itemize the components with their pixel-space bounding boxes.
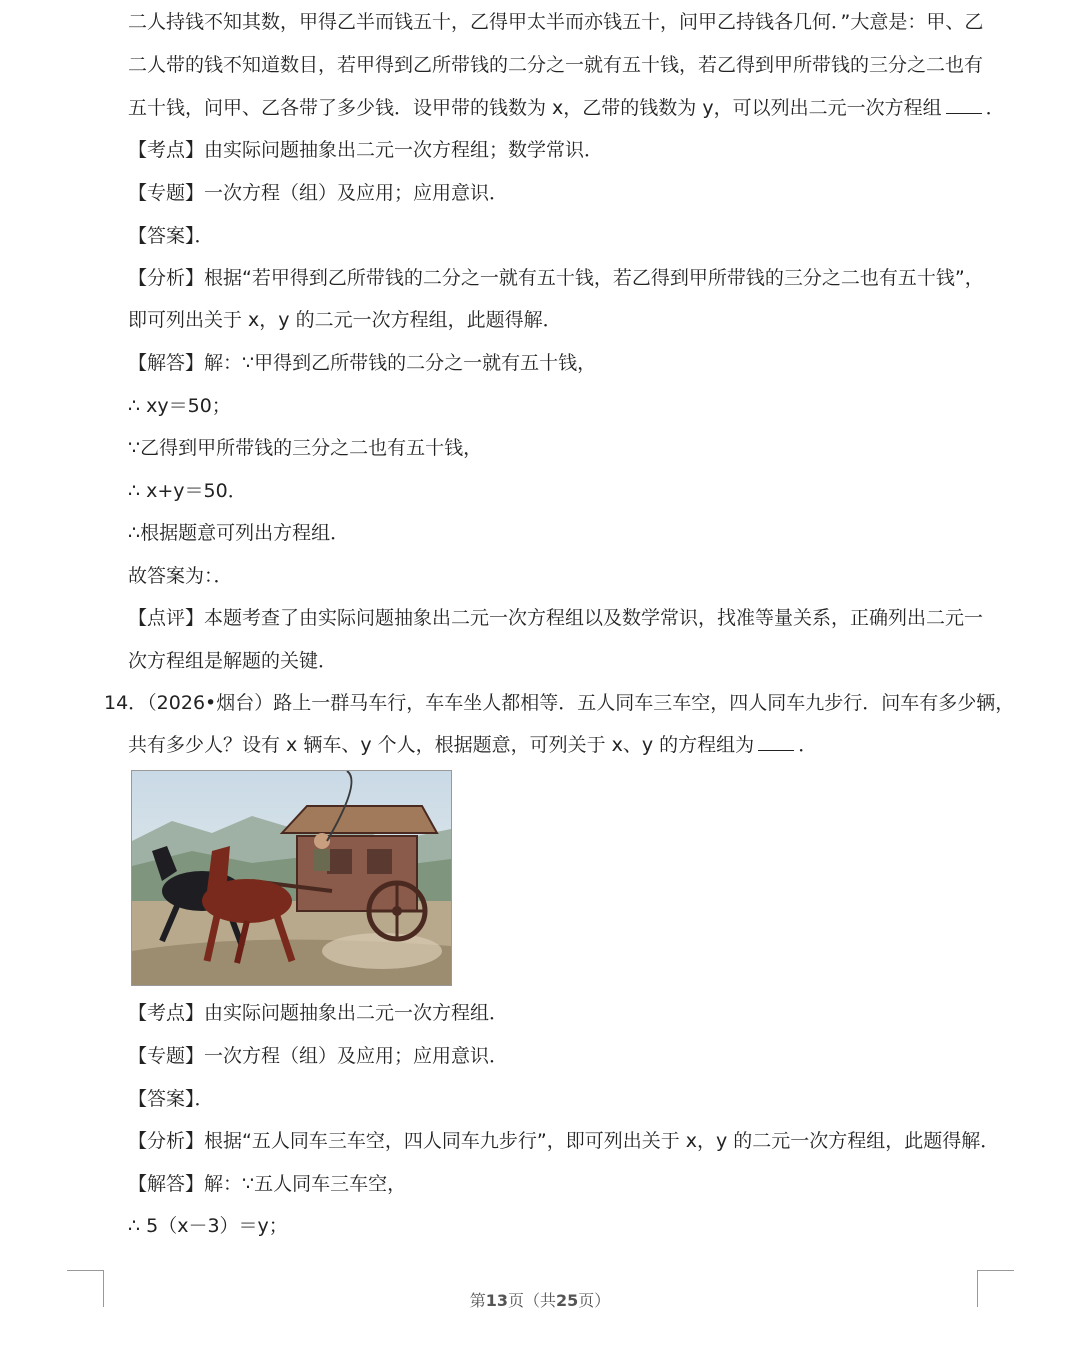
solution-line-1: 【解答】解：∵甲得到乙所带钱的二分之一就有五十钱，	[128, 352, 597, 374]
text-line-3-main: 五十钱，问甲、乙各带了多少钱．设甲带的钱数为 x，乙带的钱数为 y，可以列出二元一次方程组	[128, 97, 942, 119]
answer-blank-14	[758, 732, 794, 751]
question-14-line-1: 14．（2026•烟台）路上一群马车行，车车坐人都相等．五人同车三车空，四人同车九步行．问车有多少辆，	[104, 692, 1015, 714]
text-line-3-tail: ．	[985, 97, 1005, 119]
carriage-drawing	[132, 771, 451, 985]
footer-suffix: 页）	[578, 1291, 611, 1310]
solution-line-14-2: ∴ 5（x－3）＝y；	[128, 1215, 288, 1237]
zhuanti-label: 【专题】一次方程（组）及应用；应用意识．	[128, 182, 509, 204]
answer-label-14: 【答案】．	[128, 1088, 214, 1110]
final-answer: 故答案为：．	[128, 565, 233, 587]
solution-line-2: ∴ xy＝50；	[128, 395, 231, 417]
kaodian-label-14: 【考点】由实际问题抽象出二元一次方程组．	[128, 1002, 509, 1024]
footer-page-number: 13	[485, 1291, 508, 1310]
footer-total-pages: 25	[556, 1291, 579, 1310]
text-line-1: 二人持钱不知其数，甲得乙半而钱五十，乙得甲太半而亦钱五十，问甲乙持钱各几何．”大意是：甲、乙	[128, 11, 984, 33]
analysis-line-2: 即可列出关于 x，y 的二元一次方程组，此题得解．	[128, 309, 562, 331]
question-14-line-2-main: 共有多少人？设有 x 辆车、y 个人，根据题意，可列关于 x、y 的方程组为	[128, 734, 755, 756]
horse-carriage-illustration	[131, 770, 452, 986]
zhuanti-label-14: 【专题】一次方程（组）及应用；应用意识．	[128, 1045, 509, 1067]
solution-line-14-1: 【解答】解：∵五人同车三车空，	[128, 1173, 407, 1195]
footer-mid: 页（共	[507, 1291, 556, 1310]
comment-line-1: 【点评】本题考查了由实际问题抽象出二元一次方程组以及数学常识，找准等量关系，正确列出二元一	[128, 607, 984, 629]
text-line-3	[128, 94, 1028, 122]
solution-line-3: ∵乙得到甲所带钱的三分之二也有五十钱，	[128, 437, 483, 459]
analysis-line-1: 【分析】根据“若甲得到乙所带钱的二分之一就有五十钱，若乙得到甲所带钱的三分之二也有五十钱”，	[128, 267, 984, 289]
answer-blank	[946, 95, 982, 114]
solution-line-5: ∴根据题意可列出方程组．	[128, 522, 350, 544]
question-14-line-2-tail: ．	[798, 734, 818, 756]
footer-prefix: 第	[469, 1291, 486, 1310]
solution-line-4: ∴ x+y＝50．	[128, 480, 247, 502]
analysis-line-14: 【分析】根据“五人同车三车空，四人同车九步行”，即可列出关于 x，y 的二元一次方程组，此题得解．	[128, 1130, 1000, 1152]
text-line-2: 二人带的钱不知道数目，若甲得到乙所带钱的二分之一就有五十钱，若乙得到甲所带钱的三分之二也有	[128, 54, 984, 76]
question-14-line-2	[128, 731, 1028, 759]
page-footer	[0, 1288, 1080, 1311]
kaodian-label: 【考点】由实际问题抽象出二元一次方程组；数学常识．	[128, 139, 604, 161]
answer-label: 【答案】．	[128, 225, 214, 247]
comment-line-2: 次方程组是解题的关键．	[128, 650, 338, 672]
